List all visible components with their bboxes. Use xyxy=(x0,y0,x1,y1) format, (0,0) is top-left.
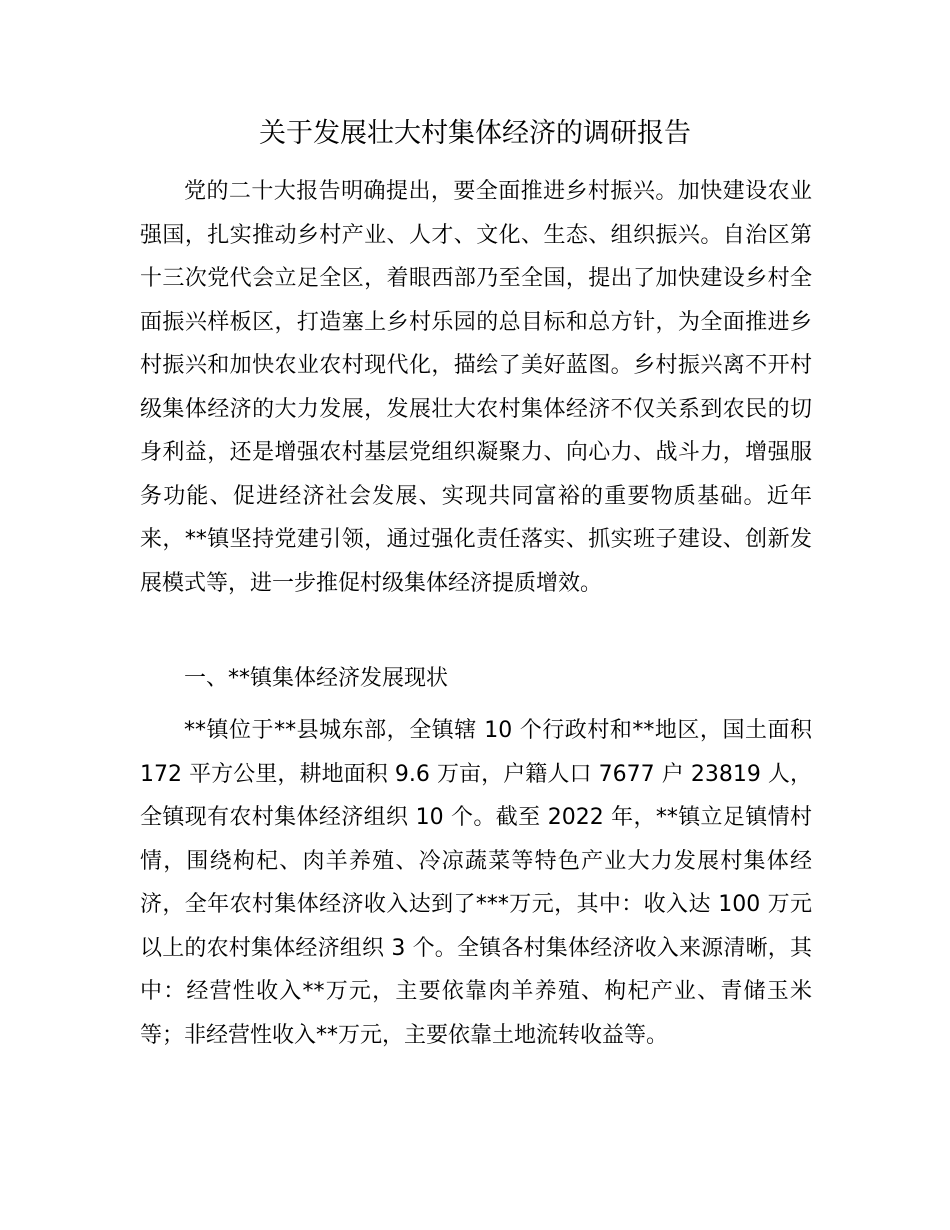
intro-paragraph: 党的二十大报告明确提出，要全面推进乡村振兴。加快建设农业强国，扎实推动乡村产业、人才、文化、生态、组织振兴。自治区第十三次党代会立足全区，着眼西部乃至全国，提出了加快建设乡村全面振兴样板区，打造塞上乡村乐园的总目标和总方针，为全面推进乡村振兴和加快农业农村现代化，描绘了美好蓝图。乡村振兴离不开村级集体经济的大力发展，发展壮大农村集体经济不仅关系到农民的切身利益，还是增强农村基层党组织凝聚力、向心力、战斗力，增强服务功能、促进经济社会发展、实现共同富裕的重要物质基础。近年来，**镇坚持党建引领，通过强化责任落实、抓实班子建设、创新发展模式等，进一步推促村级集体经济提质增效。 xyxy=(140,179,812,596)
document-title: 关于发展壮大村集体经济的调研报告 xyxy=(259,118,691,149)
status-paragraph: **镇位于**县城东部，全镇辖 10 个行政村和**地区，国土面积 172 平方公里，耕地面积 9.6 万亩，户籍人口 7677 户 23819 人，全镇现有农村集体经济组织 10 个。截至 2022 年，**镇立足镇情村情，围绕枸杞、肉羊养殖、冷凉蔬菜等特色产业大力发展村集体经济，全年农村集体经济收入达到了***万元，其中：收入达 100 万元以上的农村集体经济组织 3 个。全镇各村集体经济收入来源清晰，其中：经营性收入**万元，主要依靠肉羊养殖、枸杞产业、青储玉米等；非经营性收入**万元，主要依靠土地流转收益等。 xyxy=(140,718,812,1048)
section-heading: 一、**镇集体经济发展现状 xyxy=(184,666,449,691)
